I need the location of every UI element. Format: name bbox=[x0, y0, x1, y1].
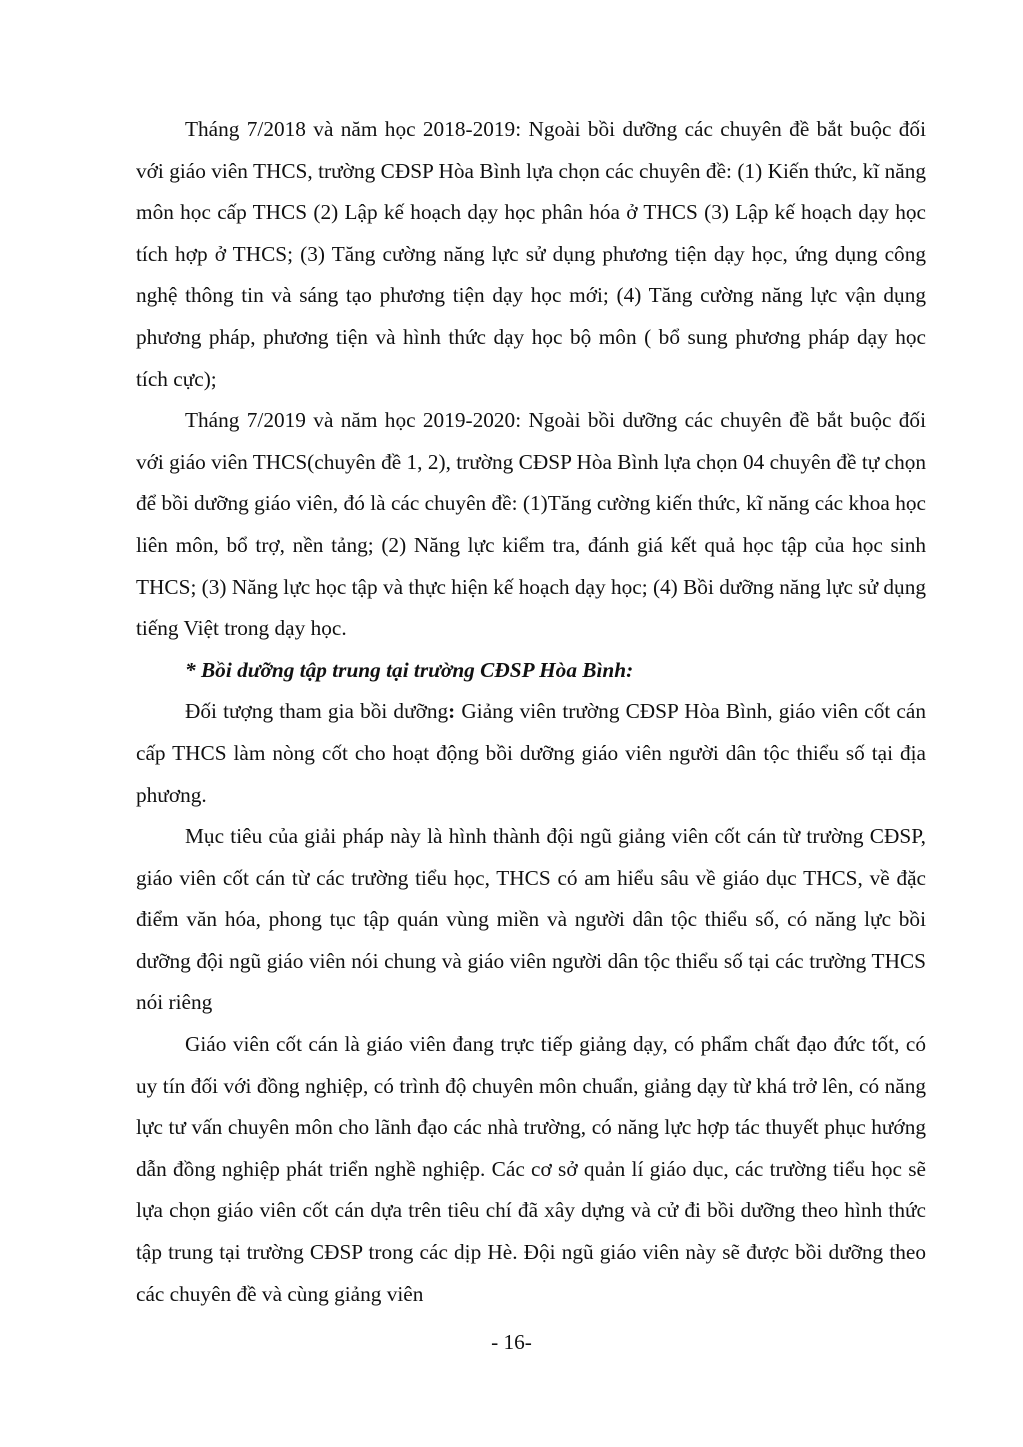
paragraph-core-teachers: Giáo viên cốt cán là giáo viên đang trực tiếp giảng dạy, có phẩm chất đạo đức tốt, có uy tín đối với đồng nghiệp, có trình độ chuyên môn chuẩn, giảng dạy từ khá trở lên, có năng lực tư vấn chuyên môn cho lãnh đạo các nhà trường, có năng lực hợp tác thuyết phục hướng dẫn đồng nghiệp phát triển nghề nghiệp. Các cơ sở quản lí giáo dục, các trường tiểu học sẽ lựa chọn giáo viên cốt cán dựa trên tiêu chí đã xây dựng và cử đi bồi dưỡng theo hình thức tập trung tại trường CĐSP trong các dịp Hè. Đội ngũ giáo viên này sẽ được bồi dưỡng theo các chuyên đề và cùng giảng viên bbox=[136, 1032, 926, 1306]
participants-colon: : bbox=[448, 699, 456, 724]
paragraph-2019-topics: Tháng 7/2019 và năm học 2019-2020: Ngoài bồi dưỡng các chuyên đề bắt buộc đối với giáo viên THCS(chuyên đề 1, 2), trường CĐSP Hòa Bình lựa chọn 04 chuyên đề tự chọn để bồi dưỡng giáo viên, đó là các chuyên đề: (1)Tăng cường kiến thức, kĩ năng các khoa học liên môn, bổ trợ, nền tảng; (2) Năng lực kiểm tra, đánh giá kết quả học tập của học sinh THCS; (3) Năng lực học tập và thực hiện kế hoạch dạy học; (4) Bồi dưỡng năng lực sử dụng tiếng Việt trong dạy học. bbox=[136, 408, 927, 641]
page-number: - 16- bbox=[491, 1330, 532, 1354]
section-heading: * Bồi dưỡng tập trung tại trường CĐSP Hòa Bình: bbox=[185, 657, 634, 682]
paragraph-participants bbox=[136, 691, 926, 816]
paragraph-objective: Mục tiêu của giải pháp này là hình thành đội ngũ giảng viên cốt cán từ trường CĐSP, giáo viên cốt cán từ các trường tiểu học, THCS có am hiểu sâu về giáo dục THCS, về đặc điểm văn hóa, phong tục tập quán vùng miền và người dân tộc thiểu số, có năng lực bồi dưỡng đội ngũ giáo viên nói chung và giáo viên người dân tộc thiểu số tại các trường THCS nói riêng bbox=[136, 824, 926, 1015]
participants-text: Giảng viên trường CĐSP Hòa Bình, giáo viên cốt cán cấp THCS làm nòng cốt cho hoạt động bồi dưỡng giáo viên người dân tộc thiểu số tại địa phương. bbox=[136, 699, 926, 807]
document-page bbox=[136, 109, 926, 1315]
paragraph-2018-topics: Tháng 7/2018 và năm học 2018-2019: Ngoài bồi dưỡng các chuyên đề bắt buộc đối với giáo viên THCS, trường CĐSP Hòa Bình lựa chọn các chuyên đề: (1) Kiến thức, kĩ năng môn học cấp THCS (2) Lập kế hoạch dạy học phân hóa ở THCS (3) Lập kế hoạch dạy học tích hợp ở THCS; (3) Tăng cường năng lực sử dụng phương tiện dạy học, ứng dụng công nghệ thông tin và sáng tạo phương tiện dạy học mới; (4) Tăng cường năng lực vận dụng phương pháp, phương tiện và hình thức dạy học bộ môn ( bổ sung phương pháp dạy học tích cực); bbox=[136, 117, 926, 391]
participants-label: Đối tượng tham gia bồi dưỡng bbox=[185, 699, 449, 724]
